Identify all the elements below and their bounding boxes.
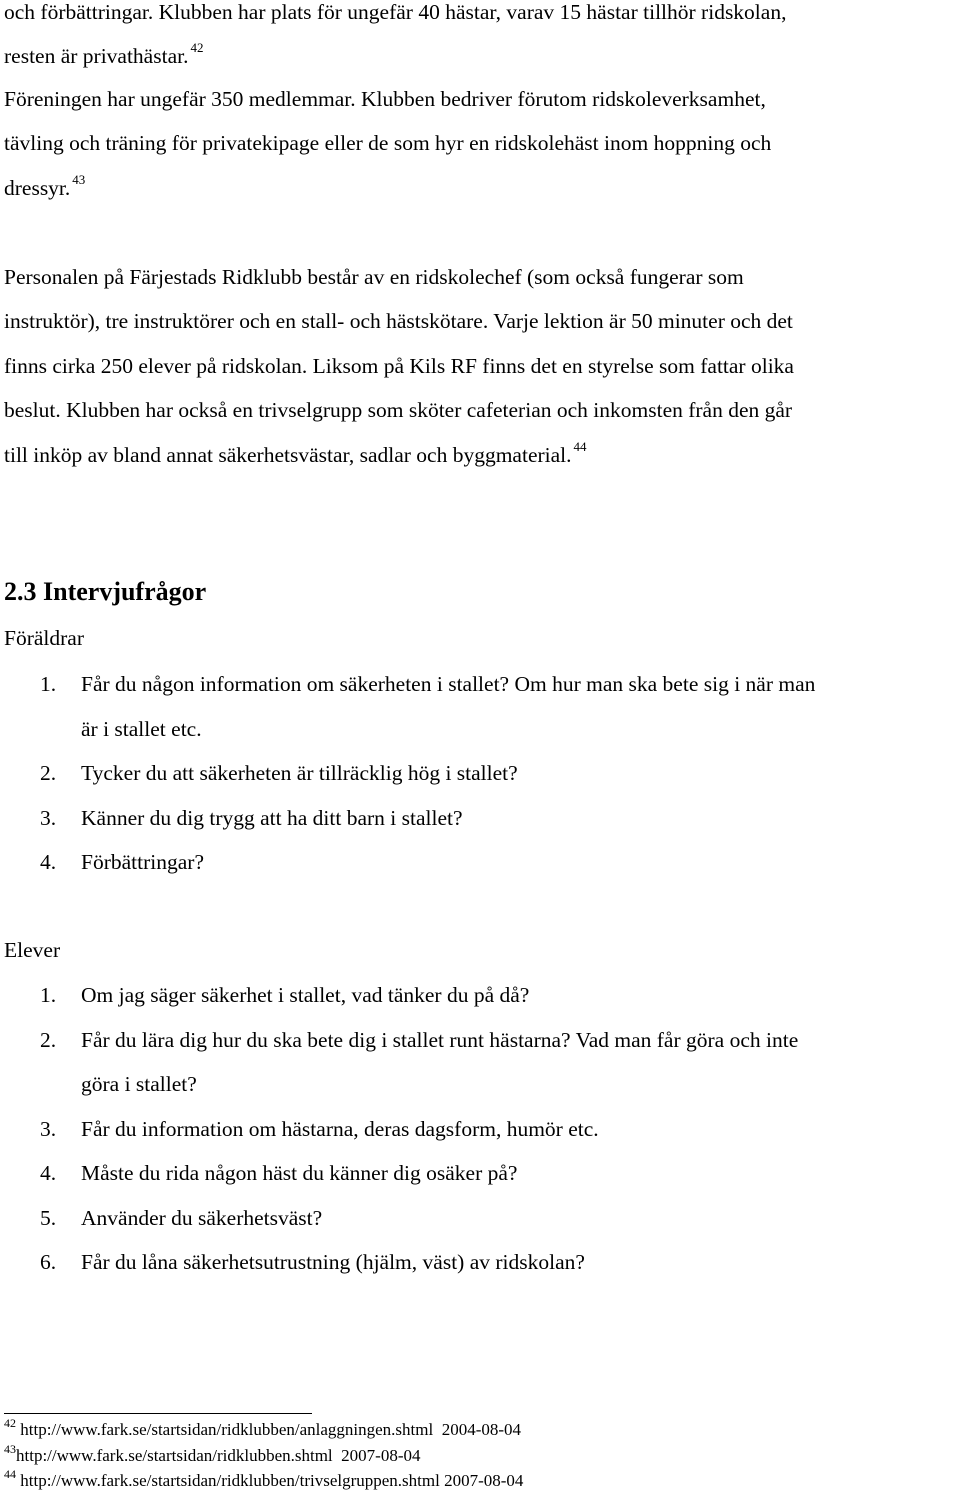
text-run: och förbättringar. Klubben har plats för ungefär 40 hästar, varav 15 hästar tillhör ridskolan,	[4, 0, 787, 24]
question-number: 1.	[40, 672, 57, 696]
footnote-link[interactable]: http://www.fark.se/startsidan/ridklubben.shtml 2007-08-04	[16, 1445, 421, 1465]
footnote-number: 44	[4, 1467, 16, 1481]
parents-question-3	[0, 796, 815, 841]
parents-label: Föräldrar	[4, 626, 84, 650]
paragraph-3-line-2	[4, 299, 793, 343]
paragraph-3-line-5	[4, 433, 587, 480]
question-text-continued: är i stallet etc.	[81, 716, 202, 741]
students-question-list	[0, 973, 798, 1285]
students-question-3	[0, 1107, 798, 1152]
question-number: 2.	[40, 1027, 57, 1052]
footnote-43	[4, 1441, 523, 1470]
paragraph-1-line-2	[4, 34, 203, 81]
parents-question-4	[0, 840, 815, 885]
question-text: Får du lära dig hur du ska bete dig i stallet runt hästarna? Vad man får göra och inte	[81, 1027, 799, 1052]
question-number: 4.	[40, 850, 57, 874]
question-number: 5.	[40, 1205, 57, 1230]
text-run: dressyr.	[4, 176, 71, 200]
question-text: Förbättringar?	[81, 850, 204, 874]
footnote-ref-42[interactable]: 42	[190, 40, 204, 55]
parents-question-2	[0, 751, 815, 796]
text-run: instruktör), tre instruktörer och en stall- och hästskötare. Varje lektion är 50 minuter och det	[4, 309, 793, 333]
text-run: resten är privathästar.	[4, 44, 189, 68]
footnote-44	[4, 1469, 523, 1495]
question-number: 3.	[40, 1116, 57, 1141]
footnote-list	[4, 1418, 523, 1495]
footnote-number: 42	[4, 1416, 16, 1430]
paragraph-3-line-4	[4, 388, 792, 432]
students-question-1	[0, 973, 798, 1018]
students-question-4	[0, 1151, 798, 1196]
students-question-2	[0, 1018, 798, 1107]
students-question-5	[0, 1196, 798, 1241]
question-text: Använder du säkerhetsväst?	[81, 1205, 323, 1230]
text-run: tävling och träning för privatekipage eller de som hyr en ridskolehäst inom hoppning och	[4, 131, 772, 155]
text-run: beslut. Klubben har också en trivselgrupp som sköter cafeterian och inkomsten från den går	[4, 398, 793, 422]
footnote-number: 43	[4, 1441, 16, 1456]
question-number: 6.	[40, 1250, 57, 1274]
students-label: Elever	[4, 938, 61, 962]
question-text: Om jag säger säkerhet i stallet, vad tänker du på då?	[81, 983, 530, 1007]
question-text: Får du information om hästarna, deras dagsform, humör etc.	[81, 1116, 599, 1141]
footnote-link[interactable]: http://www.fark.se/startsidan/ridklubben/trivselgruppen.shtml 2007-08-04	[16, 1471, 524, 1490]
footnote-link[interactable]: http://www.fark.se/startsidan/ridklubben/anlaggningen.shtml 2004-08-04	[16, 1420, 522, 1439]
paragraph-2-line-2	[4, 121, 771, 165]
question-number: 1.	[40, 983, 57, 1007]
paragraph-3-line-3	[4, 344, 794, 388]
question-number: 4.	[40, 1161, 57, 1185]
text-run: Föreningen har ungefär 350 medlemmar. Klubben bedriver förutom ridskoleverksamhet,	[4, 87, 766, 111]
text-run: Personalen på Färjestads Ridklubb består av en ridskolechef (som också fungerar som	[4, 265, 744, 289]
text-run: finns cirka 250 elever på ridskolan. Liksom på Kils RF finns det en styrelse som fattar olika	[4, 354, 794, 378]
question-number: 3.	[40, 805, 57, 830]
footnote-ref-43[interactable]: 43	[72, 172, 86, 187]
question-text: Får du någon information om säkerheten i stallet? Om hur man ska bete sig i när man	[81, 672, 816, 696]
footnote-ref-44[interactable]: 44	[573, 439, 587, 454]
question-number: 2.	[40, 761, 57, 785]
question-text: Känner du dig trygg att ha ditt barn i stallet?	[81, 805, 463, 830]
paragraph-3-line-1	[4, 255, 744, 299]
students-question-6	[0, 1240, 798, 1285]
parents-question-list	[0, 662, 815, 885]
text-run: till inköp av bland annat säkerhetsvästar, sadlar och byggmaterial.	[4, 443, 572, 467]
paragraph-2-line-1	[4, 77, 766, 121]
paragraph-1-line-1	[4, 0, 786, 34]
parents-question-1	[0, 662, 815, 751]
question-text: Tycker du att säkerheten är tillräcklig hög i stallet?	[81, 761, 518, 785]
footnote-rule	[4, 1413, 312, 1414]
section-heading: 2.3 Intervjufrågor	[4, 577, 207, 606]
question-text: Måste du rida någon häst du känner dig osäker på?	[81, 1161, 518, 1185]
question-text: Får du låna säkerhetsutrustning (hjälm, väst) av ridskolan?	[81, 1250, 585, 1274]
question-text-continued: göra i stallet?	[81, 1072, 197, 1096]
paragraph-2-line-3	[4, 166, 85, 213]
footnote-42	[4, 1418, 523, 1444]
